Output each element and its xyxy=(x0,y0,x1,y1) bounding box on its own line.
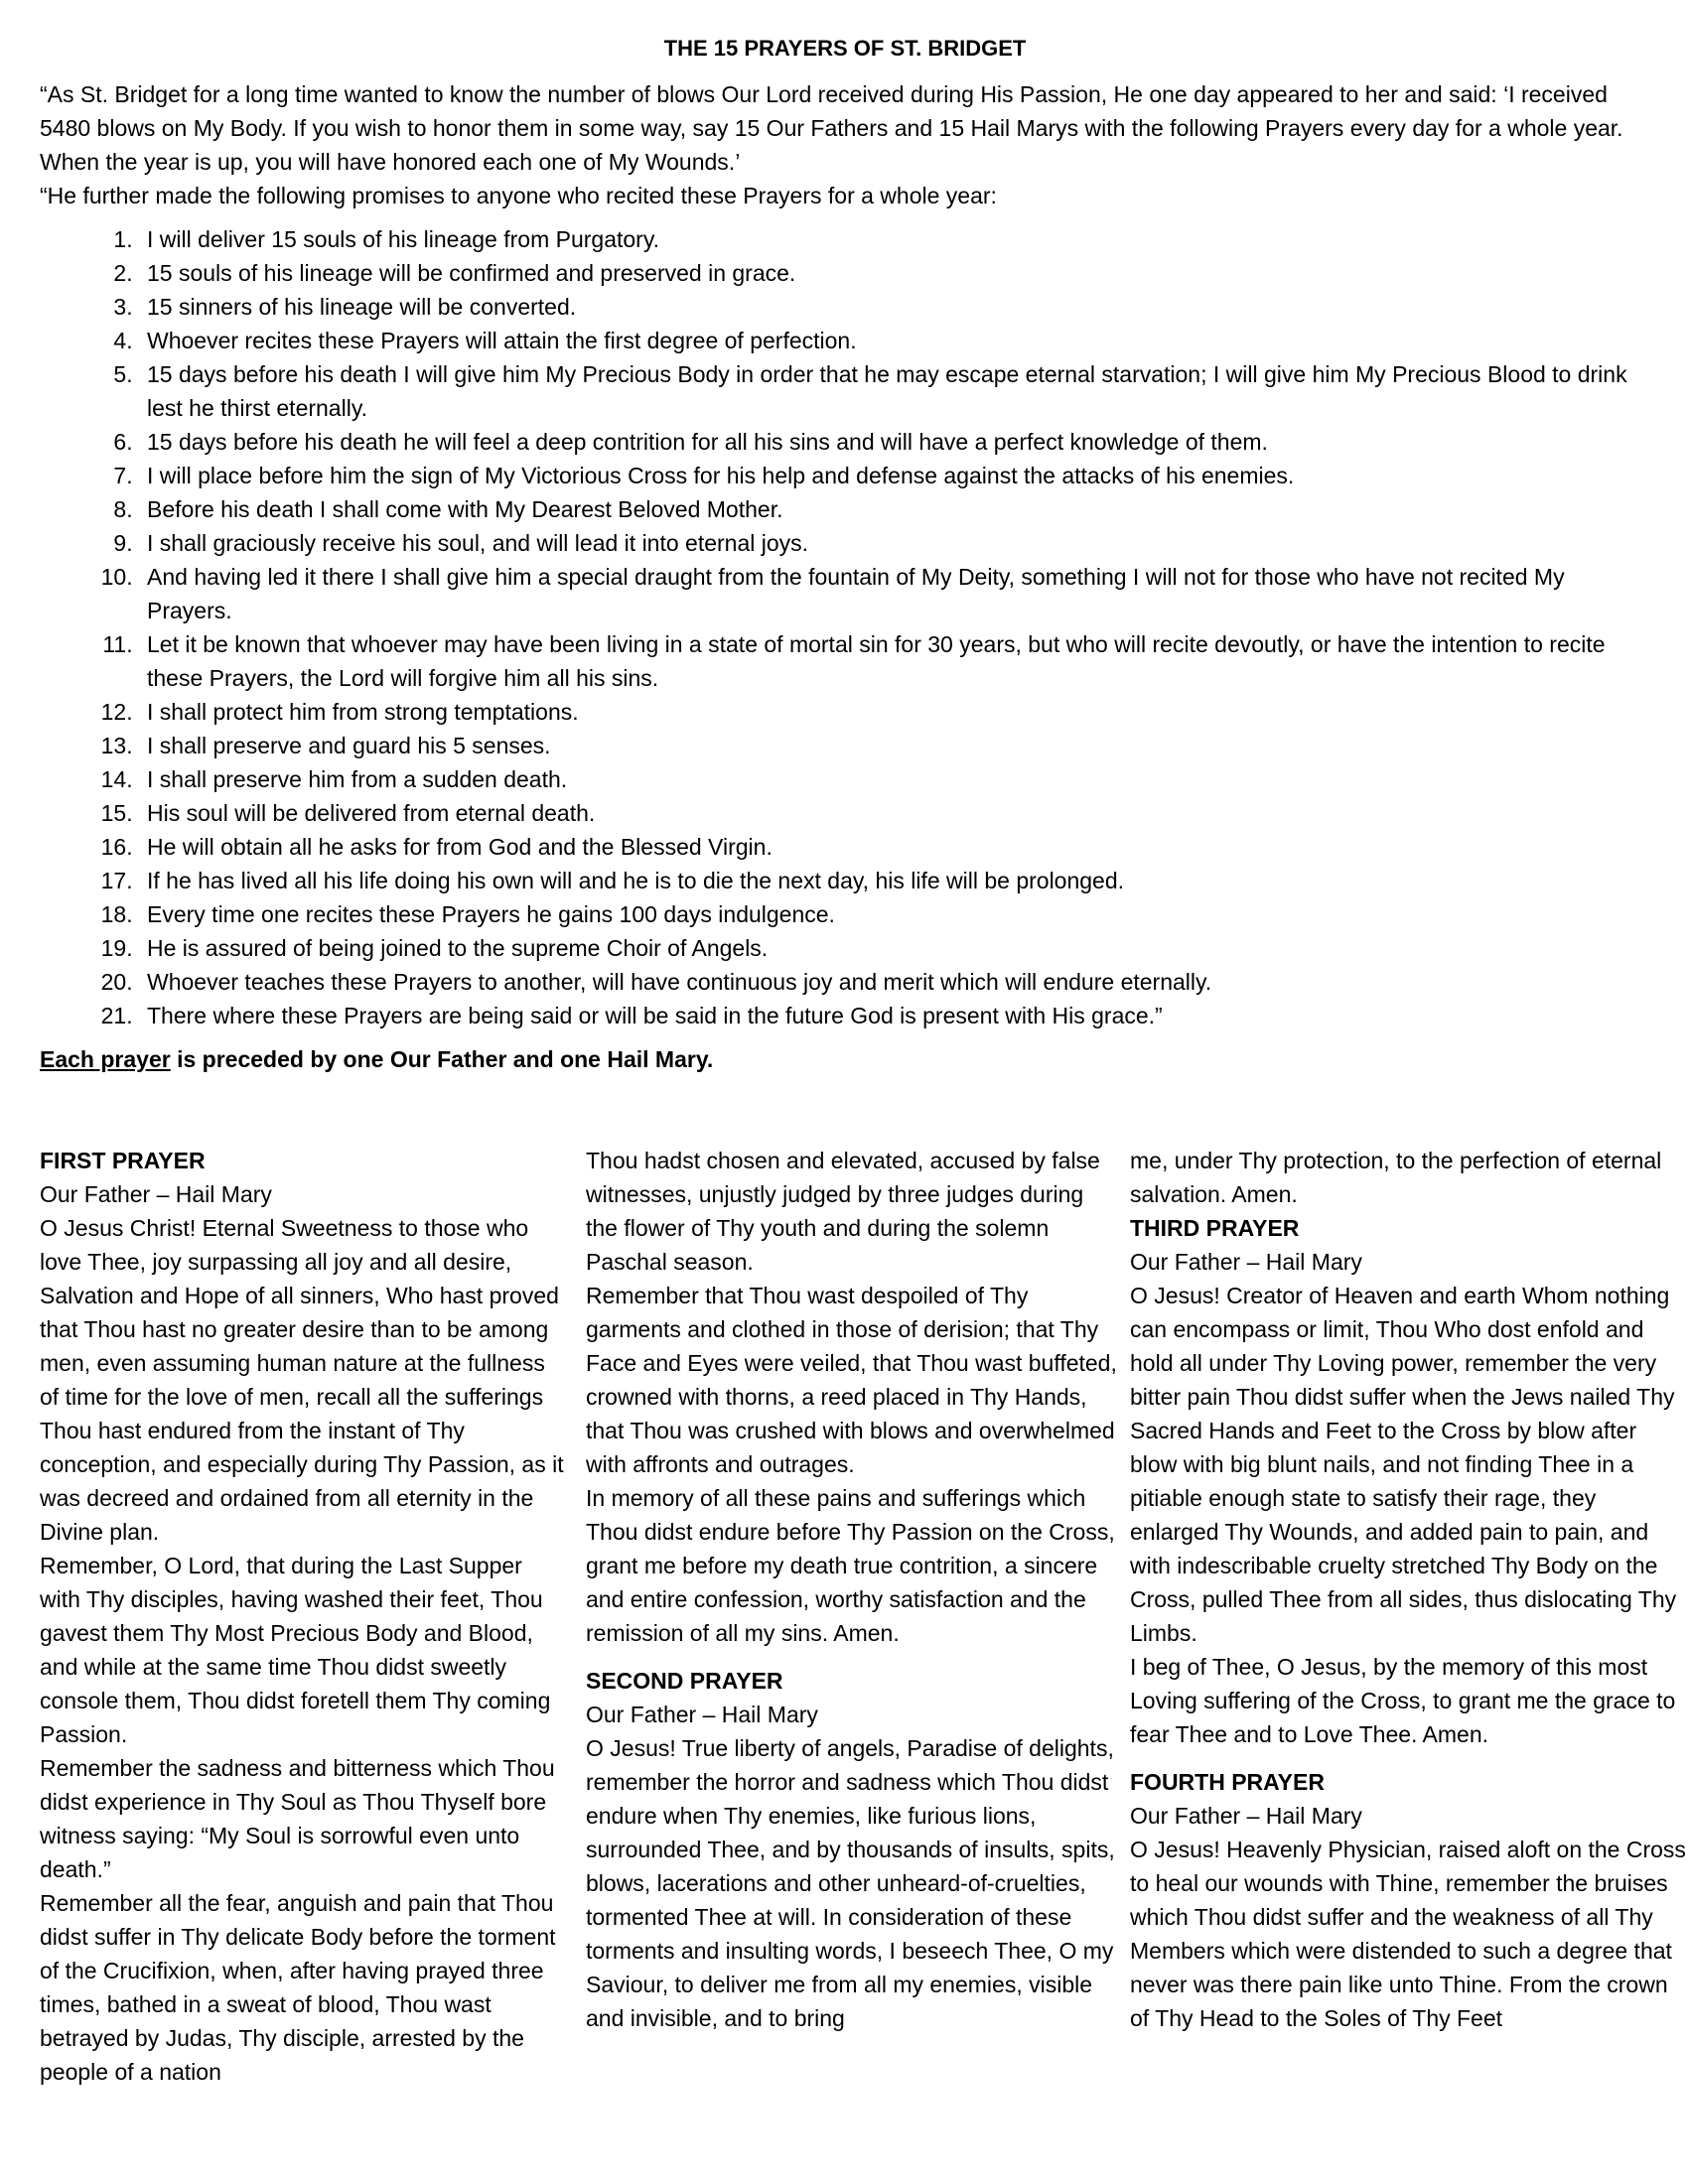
list-item: 13. I shall preserve and guard his 5 senses. xyxy=(139,729,1650,762)
prayer-note xyxy=(40,1042,1650,1076)
paragraph: Remember the sadness and bitterness which Thou didst experience in Thy Soul as Thou Thyself bore witness saying: “My Soul is sorrowful even unto death.” xyxy=(40,1755,555,1882)
fourth-prayer-subheading: Our Father – Hail Mary xyxy=(1130,1803,1362,1829)
column-1 xyxy=(40,1144,566,2089)
column-3 xyxy=(1130,1144,1686,2035)
list-item: 4. Whoever recites these Prayers will attain the first degree of perfection. xyxy=(139,324,1650,357)
paragraph: Remember all the fear, anguish and pain that Thou didst suffer in Thy delicate Body before the torment of the Crucifixion, when, after having prayed three times, bathed in a sweat of blood, Thou wast betrayed by Judas, Thy disciple, arrested by the people of a nation xyxy=(40,1890,556,2085)
first-prayer-heading: FIRST PRAYER xyxy=(40,1148,206,1173)
paragraph: O Jesus Christ! Eternal Sweetness to those who love Thee, joy surpassing all joy and all desire, Salvation and Hope of all sinners, Who hast proved that Thou hast no greater desire than to be among men, even assuming human nature at the fullness of time for the love of men, recall all the sufferings Thou hast endured from the instant of Thy conception, and especially during Thy Passion, as it was decreed and ordained from all eternity in the Divine plan. xyxy=(40,1215,564,1545)
list-item: 17. If he has lived all his life doing his own will and he is to die the next day, his life will be prolonged. xyxy=(139,864,1650,897)
list-item: 21. There where these Prayers are being said or will be said in the future God is present with His grace.” xyxy=(139,999,1650,1032)
list-item: 16. He will obtain all he asks for from God and the Blessed Virgin. xyxy=(139,830,1650,864)
paragraph: me, under Thy protection, to the perfection of eternal salvation. Amen. xyxy=(1130,1148,1662,1207)
list-item: 5. 15 days before his death I will give him My Precious Body in order that he may escape eternal starvation; I will give him My Precious Blood to drink lest he thirst eternally. xyxy=(139,357,1650,425)
third-prayer-heading: THIRD PRAYER xyxy=(1130,1215,1300,1241)
list-item: 11. Let it be known that whoever may have been living in a state of mortal sin for 30 years, but who will recite devoutly, or have the intention to recite these Prayers, the Lord will forgive him all his sins. xyxy=(139,627,1650,695)
page-title: THE 15 PRAYERS OF ST. BRIDGET xyxy=(663,36,1027,61)
paragraph: O Jesus! Creator of Heaven and earth Whom nothing can encompass or limit, Thou Who dost enfold and hold all under Thy Loving power, remember the very bitter pain Thou didst suffer when the Jews nailed Thy Sacred Hands and Feet to the Cross by blow after blow with big blunt nails, and not finding Thee in a pitiable enough state to satisfy their rage, they enlarged Thy Wounds, and added pain to pain, and with indescribable cruelty stretched Thy Body on the Cross, pulled Thee from all sides, thus dislocating Thy Limbs. xyxy=(1130,1283,1677,1646)
first-prayer-subheading: Our Father – Hail Mary xyxy=(40,1181,272,1207)
third-prayer-subheading: Our Father – Hail Mary xyxy=(1130,1249,1362,1275)
list-item: 12. I shall protect him from strong temptations. xyxy=(139,695,1650,729)
list-item: 6. 15 days before his death he will feel a deep contrition for all his sins and will have a perfect knowledge of them. xyxy=(139,425,1650,459)
promises-list xyxy=(40,222,1650,1032)
list-item: 3. 15 sinners of his lineage will be converted. xyxy=(139,290,1650,324)
column-2 xyxy=(586,1144,1117,2035)
list-item: 8. Before his death I shall come with My Dearest Beloved Mother. xyxy=(139,492,1650,526)
paragraph: O Jesus! Heavenly Physician, raised aloft on the Cross to heal our wounds with Thine, remember the bruises which Thou didst suffer and the weakness of all Thy Members which were distended to such a degree that never was there pain like unto Thine. From the crown of Thy Head to the Soles of Thy Feet xyxy=(1130,1837,1686,2031)
paragraph: I beg of Thee, O Jesus, by the memory of this most Loving suffering of the Cross, to grant me the grace to fear Thee and to Love Thee. Amen. xyxy=(1130,1654,1676,1747)
list-item: 19. He is assured of being joined to the supreme Choir of Angels. xyxy=(139,931,1650,965)
list-item: 14. I shall preserve him from a sudden death. xyxy=(139,762,1650,796)
list-item: 9. I shall graciously receive his soul, and will lead it into eternal joys. xyxy=(139,526,1650,560)
list-item: 18. Every time one recites these Prayers he gains 100 days indulgence. xyxy=(139,897,1650,931)
paragraph: In memory of all these pains and sufferings which Thou didst endure before Thy Passion on the Cross, grant me before my death true contrition, a sincere and entire confession, worthy satisfaction and the remission of all my sins. Amen. xyxy=(586,1485,1115,1646)
paragraph: Thou hadst chosen and elevated, accused by false witnesses, unjustly judged by three judges during the flower of Thy youth and during the solemn Paschal season. xyxy=(586,1148,1100,1275)
intro-paragraph: “He further made the following promises to anyone who recited these Prayers for a whole year: xyxy=(40,183,997,208)
intro-paragraph: “As St. Bridget for a long time wanted to know the number of blows Our Lord received during His Passion, He one day appeared to her and said: ‘I received 5480 blows on My Body. If you wish to honor them in some way, say 15 Our Fathers and 15 Hail Marys with the following Prayers every day for a whole year. When the year is up, you will have honored each one of My Wounds.’ xyxy=(40,81,1623,175)
list-item: 10. And having led it there I shall give him a special draught from the fountain of My Deity, something I will not for those who have not recited My Prayers. xyxy=(139,560,1650,627)
intro xyxy=(40,77,1650,212)
document-page xyxy=(40,32,1686,2085)
list-item: 7. I will place before him the sign of My Victorious Cross for his help and defense against the attacks of his enemies. xyxy=(139,459,1650,492)
paragraph: Remember, O Lord, that during the Last Supper with Thy disciples, having washed their feet, Thou gavest them Thy Most Precious Body and Blood, and while at the same time Thou didst sweetly console them, Thou didst foretell them Thy coming Passion. xyxy=(40,1553,551,1747)
list-item: 20. Whoever teaches these Prayers to another, will have continuous joy and merit which will endure eternally. xyxy=(139,965,1650,999)
second-prayer-subheading: Our Father – Hail Mary xyxy=(586,1702,818,1727)
note-rest: is preceded by one Our Father and one Hail Mary. xyxy=(170,1046,714,1072)
fourth-prayer-heading: FOURTH PRAYER xyxy=(1130,1769,1325,1795)
list-item: 2. 15 souls of his lineage will be confirmed and preserved in grace. xyxy=(139,256,1650,290)
second-prayer-heading: SECOND PRAYER xyxy=(586,1668,783,1694)
paragraph: Remember that Thou wast despoiled of Thy garments and clothed in those of derision; that Thy Face and Eyes were veiled, that Thou wast buffeted, crowned with thorns, a reed placed in Thy Hands, that Thou was crushed with blows and overwhelmed with affronts and outrages. xyxy=(586,1283,1117,1477)
list-item: 15. His soul will be delivered from eternal death. xyxy=(139,796,1650,830)
paragraph: O Jesus! True liberty of angels, Paradise of delights, remember the horror and sadness which Thou didst endure when Thy enemies, like furious lions, surrounded Thee, and by thousands of insults, spits, blows, lacerations and other unheard-of-cruelties, tormented Thee at will. In consideration of these torments and insulting words, I beseech Thee, O my Saviour, to deliver me from all my enemies, visible and invisible, and to bring xyxy=(586,1735,1115,2031)
list-item: 1. I will deliver 15 souls of his lineage from Purgatory. xyxy=(139,222,1650,256)
note-underlined: Each prayer xyxy=(40,1046,171,1072)
